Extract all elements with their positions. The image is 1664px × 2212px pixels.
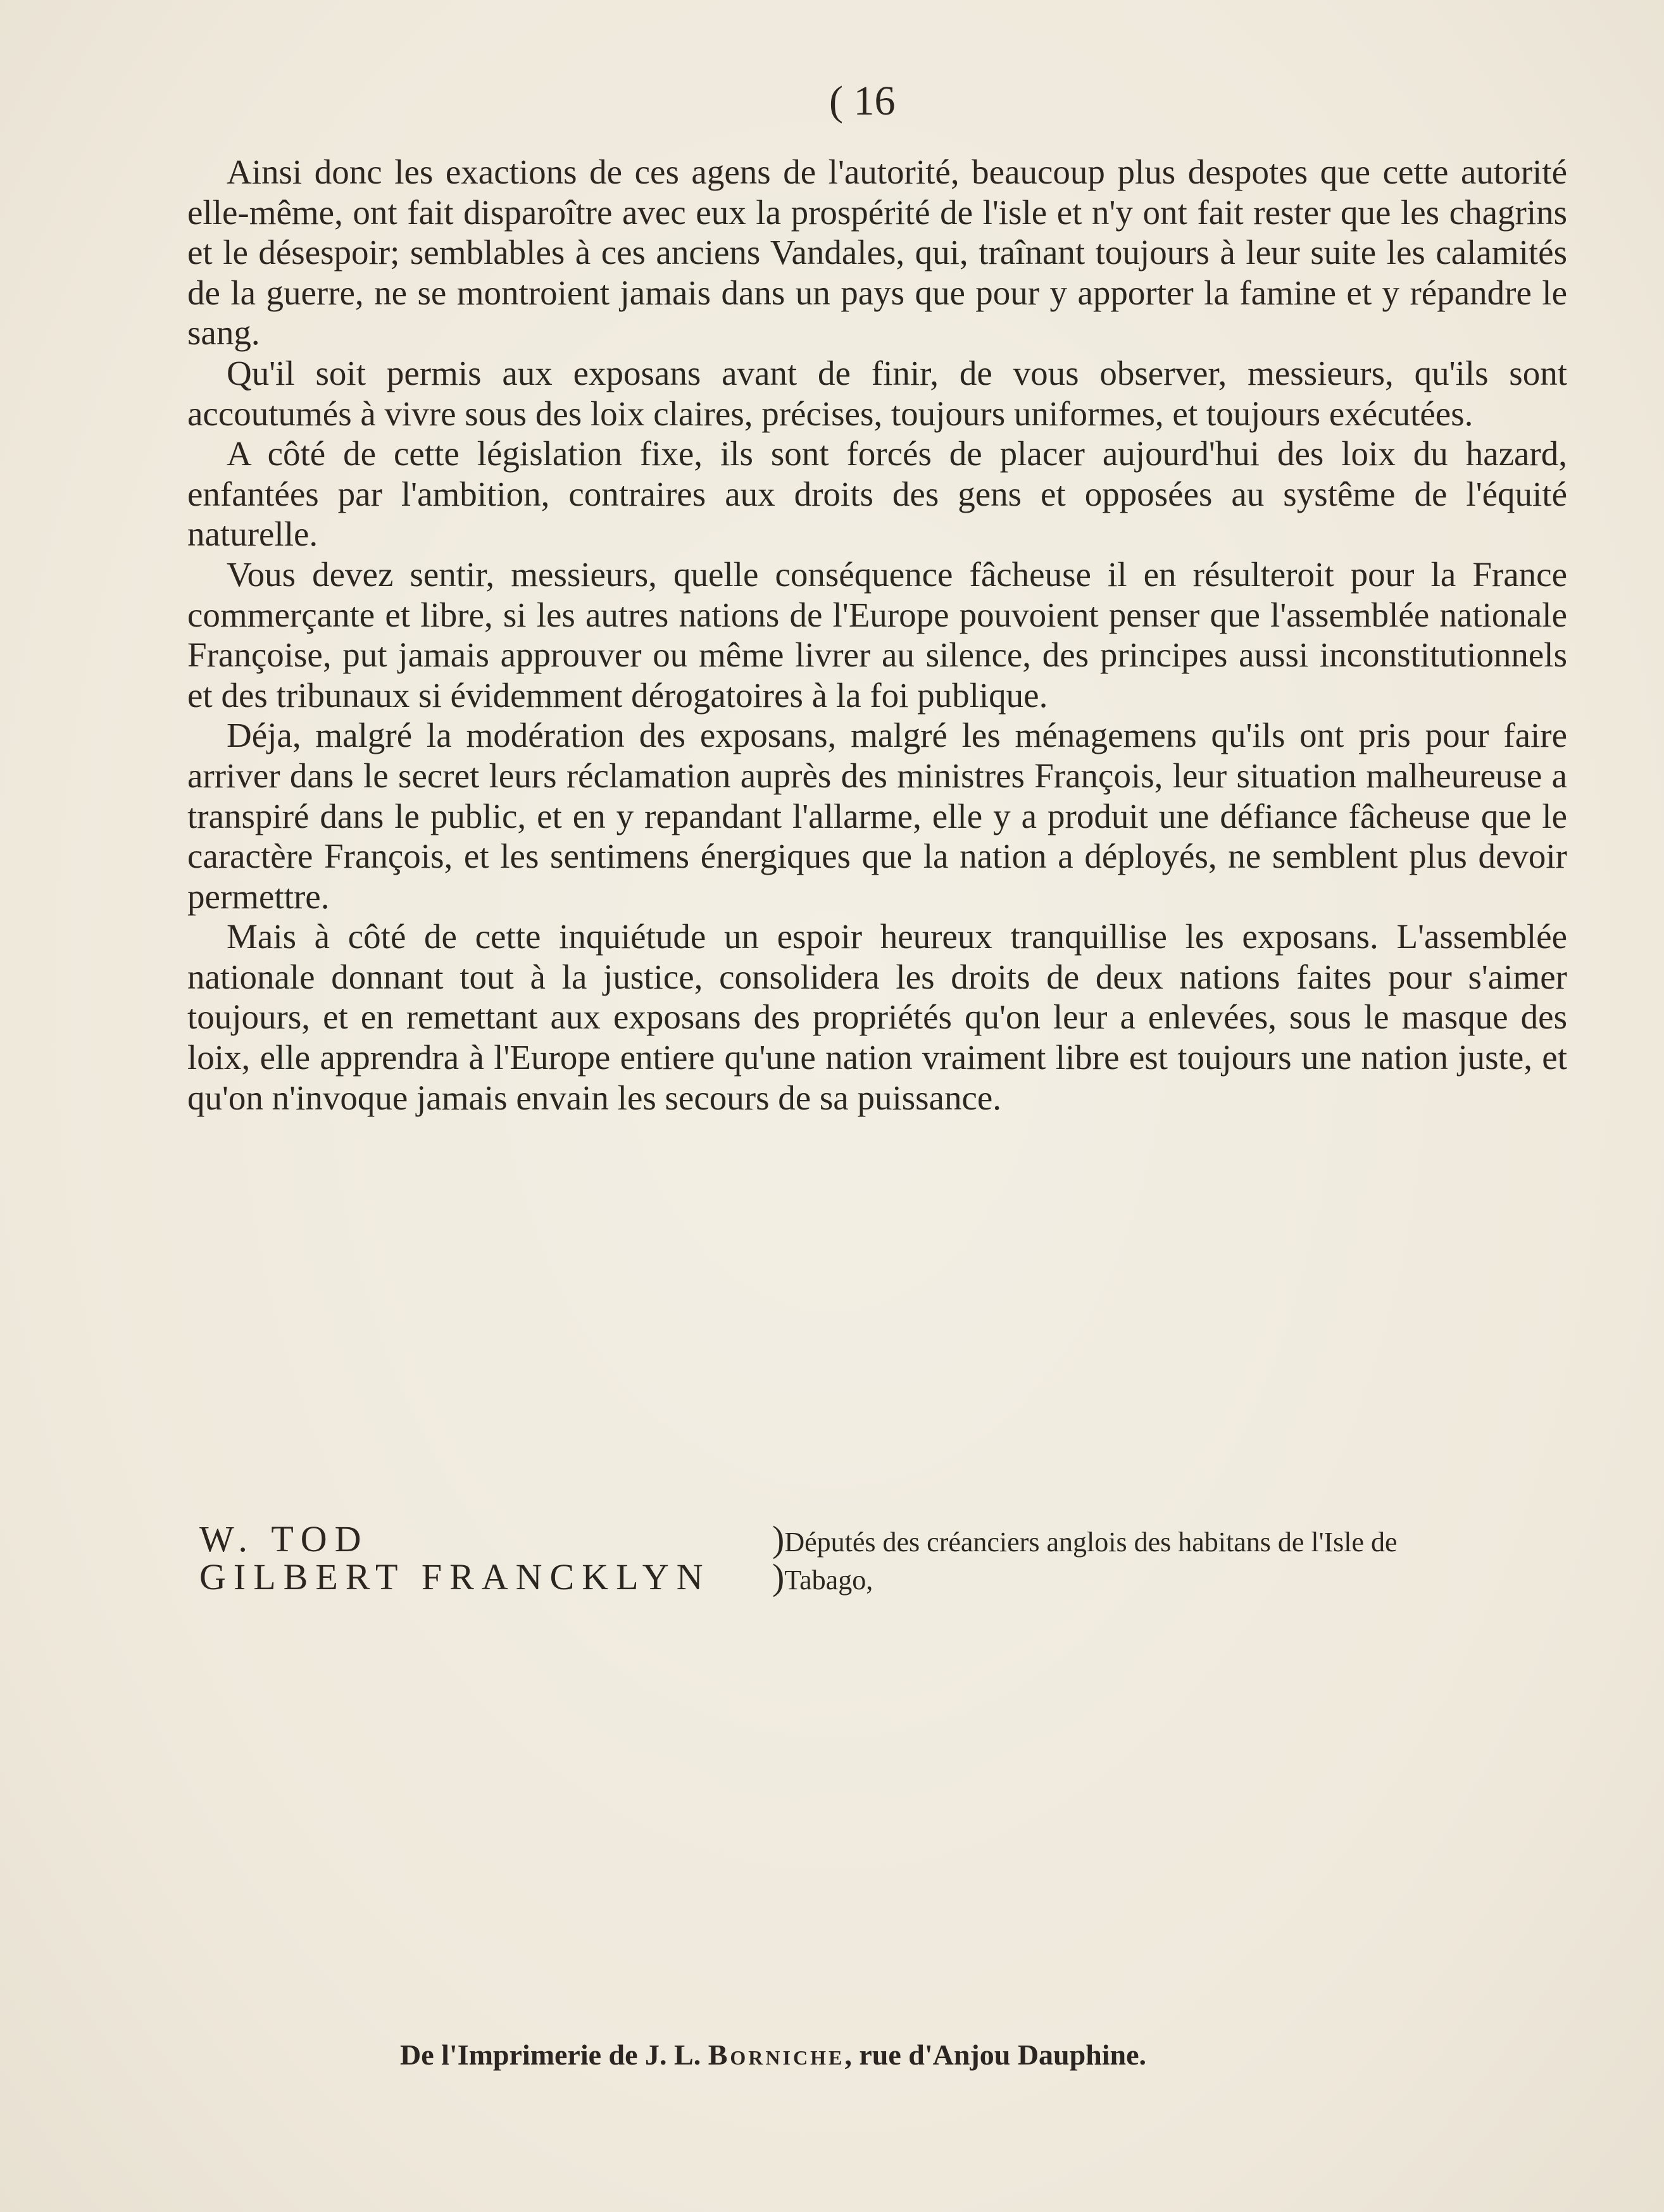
imprint-printer-name: Borniche: [708, 2039, 845, 2071]
signature-bracket-2: ): [772, 1556, 785, 1597]
signature-bracket-1: ): [772, 1518, 785, 1559]
paragraph-2: Qu'il soit permis aux exposans avant de finir, de vous observer, messieurs, qu'ils sont accoutumés à vivre sous des loix claires, précises, toujours uniformes, et toujours exécutées.: [187, 353, 1567, 433]
imprint-suffix: , rue d'Anjou Dauphine.: [844, 2039, 1147, 2071]
body-text: [187, 152, 1567, 1118]
paragraph-6: Mais à côté de cette inquiétude un espoir heureux tranquillise les exposans. L'assemblée nationale donnant tout à la justice, consolidera les droits de deux nations faites pour s'aimer toujours, et en remettant aux exposans des propriétés qu'on leur a enlevées, sous le masque des loix, elle apprendra à l'Europe entiere qu'une nation vraiment libre est toujours une nation juste, et qu'on n'invoque jamais envain les secours de sa puissance.: [187, 917, 1567, 1117]
signature-description-line-2: Tabago,: [784, 1565, 873, 1596]
page-number: ( 16: [829, 78, 896, 124]
paragraph-3: A côté de cette législation fixe, ils sont forcés de placer aujourd'hui des loix du hazard, enfantées par l'ambition, contraires aux droits des gens et opposées au systême de l'équité naturelle.: [187, 434, 1567, 554]
paragraph-4: Vous devez sentir, messieurs, quelle conséquence fâcheuse il en résulteroit pour la France commerçante et libre, si les autres nations de l'Europe pouvoient penser que l'assemblée nationale Françoise, put jamais approuver ou même livrer au silence, des principes aussi inconstitutionnels et des tribunaux si évidemment dérogatoires à la foi publique.: [187, 554, 1567, 715]
signature-description-line-1: Députés des créanciers anglois des habitans de l'Isle de: [784, 1527, 1398, 1558]
signatory-name-2: GILBERT FRANCKLYN: [199, 1556, 711, 1597]
signature-block: [199, 1518, 1592, 1597]
paragraph-5: Déja, malgré la modération des exposans, malgré les ménagemens qu'ils ont pris pour faire arriver dans le secret leurs réclamation auprès des ministres François, leur situation malheureuse a transpiré dans le public, et en y repandant l'allarme, elle y a produit une défiance fâcheuse que le caractère François, et les sentimens énergiques que la nation a déployés, ne semblent plus devoir permettre.: [187, 716, 1567, 916]
signatory-name-1: W. TOD: [199, 1518, 369, 1559]
signature-row-1: [199, 1518, 1592, 1559]
printer-imprint: [400, 2038, 1146, 2071]
imprint-prefix: De l'Imprimerie de J. L.: [400, 2039, 701, 2071]
paragraph-1: Ainsi donc les exactions de ces agens de l'autorité, beaucoup plus despotes que cette autorité elle-même, ont fait disparoître avec eux la prospérité de l'isle et n'y ont fait rester que les chagrins et le désespoir; semblables à ces anciens Vandales, qui, traînant toujours à leur suite les calamités de la guerre, ne se montroient jamais dans un pays que pour y apporter la famine et y répandre le sang.: [187, 153, 1567, 353]
signature-row-2: [199, 1556, 1592, 1597]
